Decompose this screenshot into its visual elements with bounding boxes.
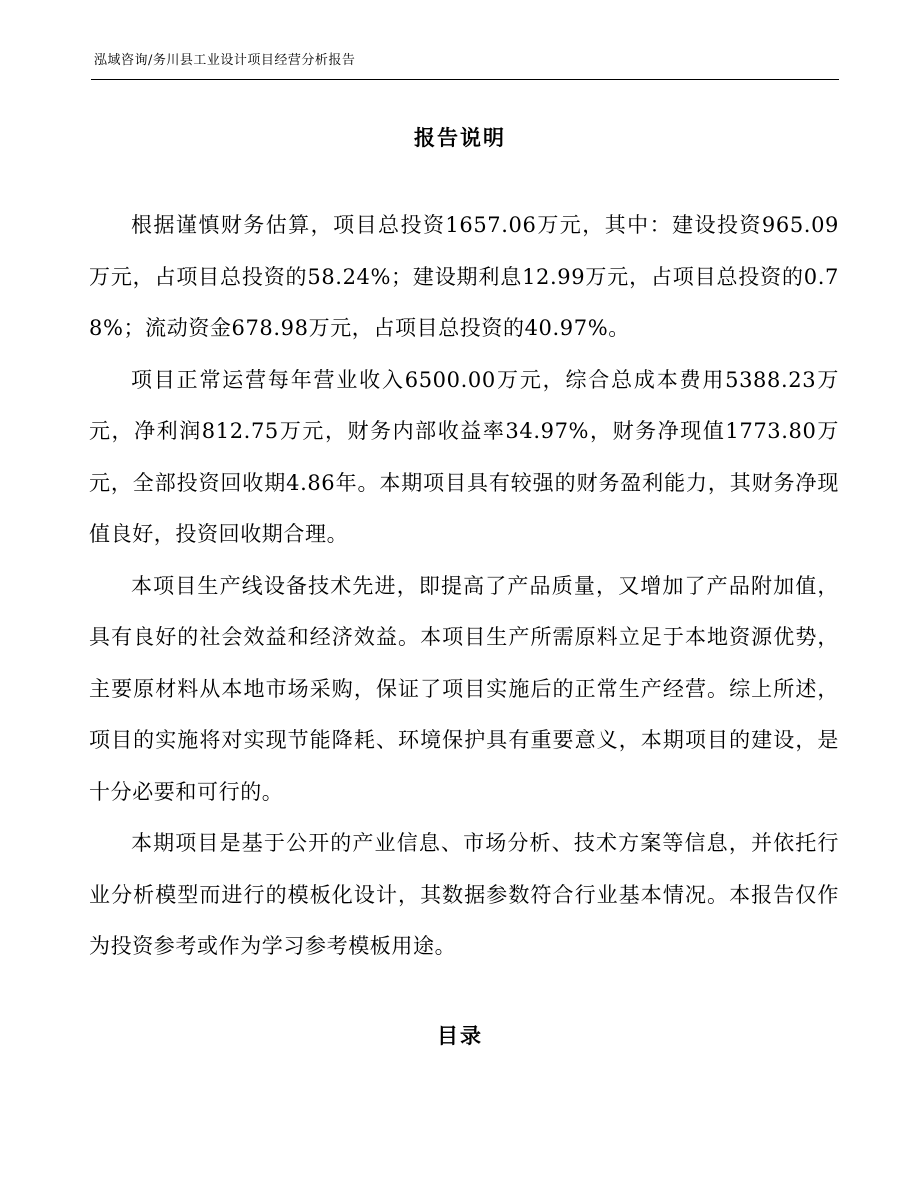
paragraph-disclaimer: 本期项目是基于公开的产业信息、市场分析、技术方案等信息，并依托行业分析模型而进行的模板化设计，其数据参数符合行业基本情况。本报告仅作为投资参考或作为学习参考模板用途。 [89,831,839,958]
report-note-title: 报告说明 [414,125,506,150]
paragraph-investment: 根据谨慎财务估算，项目总投资1657.06万元，其中：建设投资965.09万元，占项目总投资的58.24%；建设期利息12.99万元，占项目总投资的0.78%；流动资金678.98万元，占项目总投资的40.97%。 [89,213,839,340]
header-divider [91,79,839,80]
paragraph-benefits: 本项目生产线设备技术先进，即提高了产品质量，又增加了产品附加值，具有良好的社会效益和经济效益。本项目生产所需原料立足于本地资源优势，主要原材料从本地市场采购，保证了项目实施后的正常生产经营。综上所述，项目的实施将对实现节能降耗、环境保护具有重要意义，本期项目的建设，是十分必要和可行的。 [89,573,839,804]
toc-title: 目录 [437,1023,483,1048]
report-note-body [89,200,839,973]
paragraph-financials: 项目正常运营每年营业收入6500.00万元，综合总成本费用5388.23万元，净利润812.75万元，财务内部收益率34.97%，财务净现值1773.80万元，全部投资回收期4.86年。本期项目具有较强的财务盈利能力，其财务净现值良好，投资回收期合理。 [89,367,839,546]
running-header: 泓域咨询/务川县工业设计项目经营分析报告 [94,53,356,68]
